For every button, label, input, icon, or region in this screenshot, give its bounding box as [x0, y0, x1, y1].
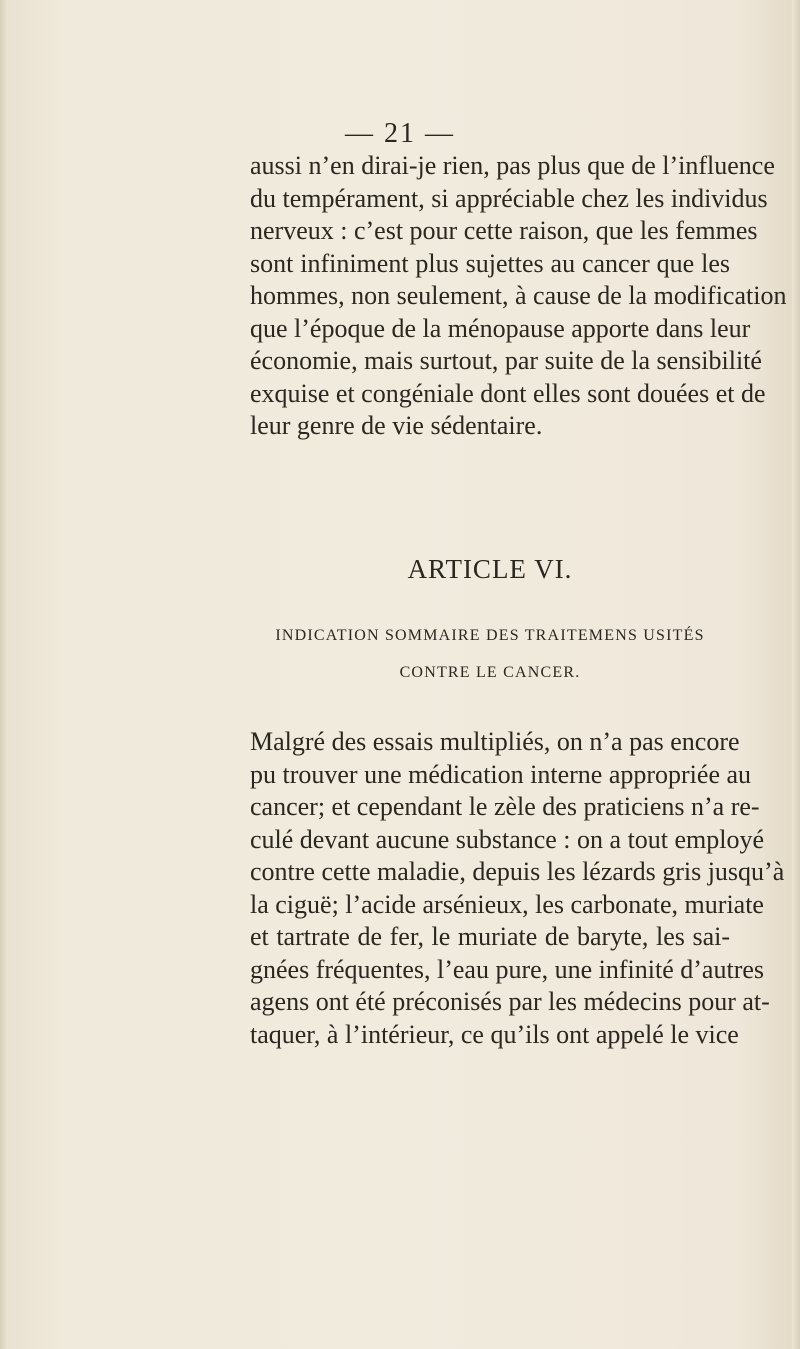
text-line: exquise et congéniale dont elles sont douées et de	[250, 378, 766, 408]
text-line: hommes, non seulement, à cause de la modification	[250, 281, 787, 310]
paragraph-2	[250, 726, 785, 1051]
text-line: culé devant aucune substance : on a tout employé	[250, 824, 765, 854]
paragraph-1	[250, 150, 787, 443]
article-subheading-line-2: CONTRE LE CANCER.	[399, 664, 581, 681]
page-right-edge	[792, 0, 800, 1349]
text-line: agens ont été préconisés par les médecins pour at-	[250, 987, 770, 1016]
text-line: du tempérament, si appréciable chez les individus	[250, 183, 768, 213]
text-line: leur genre de vie sédentaire.	[250, 411, 543, 440]
text-line: gnées fréquentes, l’eau pure, une infinité d’autres	[250, 954, 765, 984]
text-line: sont infiniment plus sujettes au cancer que les	[250, 248, 730, 278]
text-line: contre cette maladie, depuis les lézards gris jusqu’à	[250, 857, 785, 886]
text-line: nerveux : c’est pour cette raison, que les femmes	[250, 216, 758, 245]
text-line: taquer, à l’intérieur, ce qu’ils ont appelé le vice	[250, 1019, 739, 1049]
text-line: la ciguë; l’acide arsénieux, les carbonate, muriate	[250, 889, 764, 919]
text-line: pu trouver une médication interne appropriée au	[250, 759, 752, 789]
page-number: — 21 —	[345, 118, 455, 149]
article-subheading-line-1: INDICATION SOMMAIRE DES TRAITEMENS USITÉS	[275, 627, 705, 644]
text-line: que l’époque de la ménopause apporte dans leur	[250, 313, 751, 343]
text-line: Malgré des essais multipliés, on n’a pas encore	[250, 727, 740, 756]
text-line: cancer; et cependant le zèle des praticiens n’a re-	[250, 792, 760, 821]
article-heading: ARTICLE VI.	[407, 554, 573, 584]
text-line: économie, mais surtout, par suite de la sensibilité	[250, 346, 762, 375]
page-left-edge	[0, 0, 8, 1349]
text-line: aussi n’en dirai-je rien, pas plus que de l’influence	[250, 151, 775, 180]
text-line: et tartrate de fer, le muriate de baryte, les sai-	[250, 922, 730, 951]
